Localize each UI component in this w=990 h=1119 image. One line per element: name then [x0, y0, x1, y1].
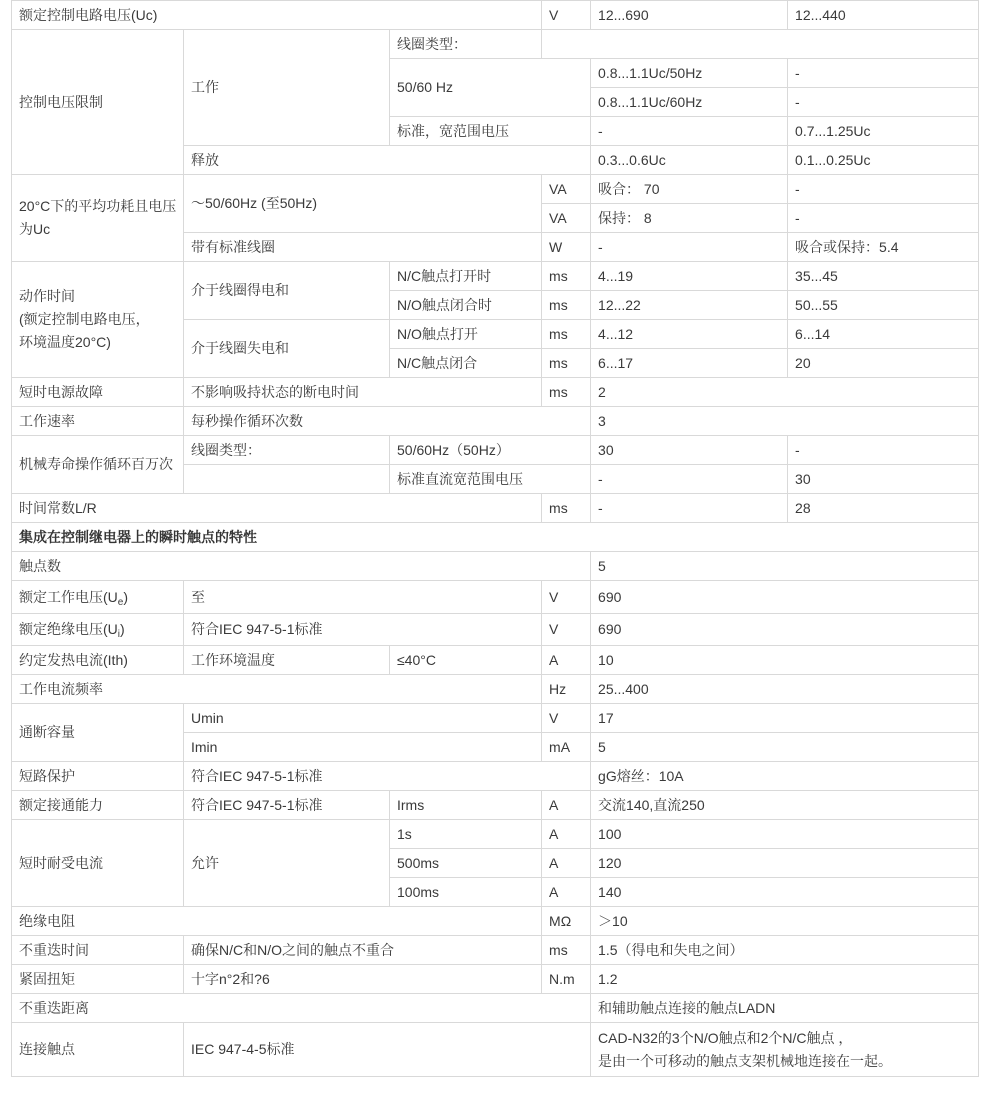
unit-cell: ms — [542, 494, 591, 523]
row-operating-rate — [12, 407, 979, 436]
value-cell: 4...12 — [591, 320, 788, 349]
desc-cell: 至 — [184, 581, 542, 614]
value-cell: 50...55 — [788, 291, 979, 320]
unit-cell: MΩ — [542, 907, 591, 936]
row-tightening-torque — [12, 965, 979, 994]
value-cell: 35...45 — [788, 262, 979, 291]
row-short-time-1s — [12, 820, 979, 849]
unit-cell: A — [542, 820, 591, 849]
desc-cell: 工作环境温度 — [184, 646, 390, 675]
row-non-overlap-distance — [12, 994, 979, 1023]
label-subscript: e — [117, 596, 124, 608]
unit-cell: VA — [542, 175, 591, 204]
desc-cell: 符合IEC 947-5-1标准 — [184, 762, 591, 791]
rated-insulation-voltage-label — [12, 614, 184, 646]
value-cell: 0.7...1.25Uc — [788, 117, 979, 146]
value-cell: 690 — [591, 581, 979, 614]
duration-label: 100ms — [390, 878, 542, 907]
value-cell: 0.8...1.1Uc/50Hz — [591, 59, 788, 88]
value-cell: 140 — [591, 878, 979, 907]
unit-cell: V — [542, 1, 591, 30]
value-cell: 30 — [591, 436, 788, 465]
value-cell: 17 — [591, 704, 979, 733]
unit-cell: ms — [542, 378, 591, 407]
value-cell: 3 — [591, 407, 979, 436]
value-cell: 1.2 — [591, 965, 979, 994]
non-overlap-distance-label: 不重迭距离 — [12, 994, 591, 1023]
desc-cell: 确保N/C和N/O之间的触点不重合 — [184, 936, 542, 965]
avg-power-label: 20°C下的平均功耗且电压为Uc — [12, 175, 184, 262]
unit-cell: ms — [542, 349, 591, 378]
unit-cell: W — [542, 233, 591, 262]
contact-condition-label: N/C触点打开时 — [390, 262, 542, 291]
deenergize-label: 介于线圈失电和 — [184, 320, 390, 378]
value-cell: 12...690 — [591, 1, 788, 30]
param-label: Imin — [184, 733, 542, 762]
value-cell: - — [788, 436, 979, 465]
unit-cell: V — [542, 581, 591, 614]
desc-cell: IEC 947-4-5标准 — [184, 1023, 591, 1077]
label-text: ) — [120, 621, 125, 637]
row-time-constant — [12, 494, 979, 523]
row-mechanical-life-ac — [12, 436, 979, 465]
value-cell: 12...22 — [591, 291, 788, 320]
label-text: 额定工作电压(U — [19, 588, 118, 605]
row-rated-operational-voltage — [12, 581, 979, 614]
label-text: ) — [123, 588, 129, 605]
unit-cell: ms — [542, 320, 591, 349]
tightening-torque-label: 紧固扭矩 — [12, 965, 184, 994]
rated-control-voltage-label: 额定控制电路电压(Uc) — [12, 1, 542, 30]
desc-cell: 符合IEC 947-5-1标准 — [184, 614, 542, 646]
unit-cell: V — [542, 614, 591, 646]
operating-rate-desc: 每秒操作循环次数 — [184, 407, 591, 436]
row-section-header — [12, 523, 979, 552]
section-title: 集成在控制继电器上的瞬时触点的特性 — [12, 523, 979, 552]
power-failure-desc: 不影响吸持状态的断电时间 — [184, 378, 542, 407]
value-cell: 12...440 — [788, 1, 979, 30]
label-subscript: i — [117, 629, 121, 640]
short-time-current-label: 短时耐受电流 — [12, 820, 184, 907]
value-cell: gG熔丝：10A — [591, 762, 979, 791]
row-rated-insulation-voltage — [12, 614, 979, 646]
value-cell: - — [788, 88, 979, 117]
value-cell: - — [591, 117, 788, 146]
value-cell: 30 — [788, 465, 979, 494]
insulation-resistance-label: 绝缘电阻 — [12, 907, 542, 936]
empty-cell — [542, 30, 979, 59]
unit-cell: ms — [542, 291, 591, 320]
thermal-current-label: 约定发热电流(Ith) — [12, 646, 184, 675]
value-cell: - — [591, 494, 788, 523]
value-cell: 25...400 — [591, 675, 979, 704]
value-cell: 和辅助触点连接的触点LADN — [591, 994, 979, 1023]
row-rated-control-voltage — [12, 1, 979, 30]
ac-power-label: ～50/60Hz (至50Hz) — [184, 175, 542, 233]
duration-label: 1s — [390, 820, 542, 849]
contact-condition-label: N/O触点闭合时 — [390, 291, 542, 320]
unit-cell: mA — [542, 733, 591, 762]
power-failure-label: 短时电源故障 — [12, 378, 184, 407]
value-cell: - — [591, 233, 788, 262]
linked-contacts-label: 连接触点 — [12, 1023, 184, 1077]
desc-cell: 符合IEC 947-5-1标准 — [184, 791, 390, 820]
empty-cell — [184, 465, 390, 494]
coil-variant-label: 标准直流宽范围电压 — [390, 465, 591, 494]
value-cell: 20 — [788, 349, 979, 378]
energize-label: 介于线圈得电和 — [184, 262, 390, 320]
row-non-overlap-time — [12, 936, 979, 965]
unit-cell: VA — [542, 204, 591, 233]
desc-cell: 允许 — [184, 820, 390, 907]
row-contact-count — [12, 552, 979, 581]
value-cell: 吸合： 70 — [591, 175, 788, 204]
value-cell: 5 — [591, 733, 979, 762]
unit-cell: N.m — [542, 965, 591, 994]
row-breaking-umin — [12, 704, 979, 733]
contact-count-label: 触点数 — [12, 552, 591, 581]
short-circuit-protection-label: 短路保护 — [12, 762, 184, 791]
contact-condition-label: N/O触点打开 — [390, 320, 542, 349]
unit-cell: A — [542, 878, 591, 907]
row-coil-type — [12, 30, 979, 59]
mechanical-life-label: 机械寿命操作循环百万次 — [12, 436, 184, 494]
operating-time-label: 动作时间 (额定控制电路电压， 环境温度20°C) — [12, 262, 184, 378]
value-cell: 690 — [591, 614, 979, 646]
unit-cell: A — [542, 791, 591, 820]
unit-cell: A — [542, 849, 591, 878]
wide-range-label: 标准，宽范围电压 — [390, 117, 591, 146]
label-text: 额定绝缘电压(U — [19, 621, 118, 637]
value-cell: 100 — [591, 820, 979, 849]
rated-operational-voltage-label — [12, 581, 184, 614]
value-cell: 4...19 — [591, 262, 788, 291]
value-cell: ＞10 — [591, 907, 979, 936]
value-cell: 交流140,直流250 — [591, 791, 979, 820]
value-cell: 1.5（得电和失电之间） — [591, 936, 979, 965]
operating-rate-label: 工作速率 — [12, 407, 184, 436]
breaking-capacity-label: 通断容量 — [12, 704, 184, 762]
value-cell: 0.8...1.1Uc/60Hz — [591, 88, 788, 117]
value-cell: 2 — [591, 378, 979, 407]
value-cell: 6...17 — [591, 349, 788, 378]
value-cell: - — [591, 465, 788, 494]
row-making-capacity — [12, 791, 979, 820]
duration-label: 500ms — [390, 849, 542, 878]
coil-type-label: 线圈类型： — [390, 30, 542, 59]
param-label: Umin — [184, 704, 542, 733]
control-voltage-limits-label: 控制电压限制 — [12, 30, 184, 175]
value-cell: 5 — [591, 552, 979, 581]
row-insulation-resistance — [12, 907, 979, 936]
row-linked-contacts — [12, 1023, 979, 1077]
unit-cell: ms — [542, 262, 591, 291]
row-power-failure — [12, 378, 979, 407]
condition-cell: ≤40°C — [390, 646, 542, 675]
standard-coil-label: 带有标准线圈 — [184, 233, 542, 262]
ac-frequency-label: 50/60 Hz — [390, 59, 591, 117]
time-constant-label: 时间常数L/R — [12, 494, 542, 523]
making-capacity-label: 额定接通能力 — [12, 791, 184, 820]
value-cell: CAD-N32的3个N/O触点和2个N/C触点 ， 是由一个可移动的触点支架机械地连接在一起。 — [591, 1023, 979, 1077]
row-thermal-current — [12, 646, 979, 675]
value-cell: 0.3...0.6Uc — [591, 146, 788, 175]
operating-label: 工作 — [184, 30, 390, 146]
unit-cell: V — [542, 704, 591, 733]
row-short-circuit-protection — [12, 762, 979, 791]
value-cell: 28 — [788, 494, 979, 523]
unit-cell: A — [542, 646, 591, 675]
value-cell: 120 — [591, 849, 979, 878]
frequency-label: 工作电流频率 — [12, 675, 542, 704]
coil-type-label: 线圈类型： — [184, 436, 390, 465]
contact-condition-label: N/C触点闭合 — [390, 349, 542, 378]
non-overlap-time-label: 不重迭时间 — [12, 936, 184, 965]
row-power-pickup — [12, 175, 979, 204]
coil-variant-label: 50/60Hz（50Hz） — [390, 436, 591, 465]
value-cell: 吸合或保持：5.4 — [788, 233, 979, 262]
value-cell: - — [788, 204, 979, 233]
value-cell: 6...14 — [788, 320, 979, 349]
spec-table — [11, 0, 979, 1077]
unit-cell: Hz — [542, 675, 591, 704]
release-label: 释放 — [184, 146, 591, 175]
row-nc-open — [12, 262, 979, 291]
value-cell: - — [788, 59, 979, 88]
condition-cell: Irms — [390, 791, 542, 820]
unit-cell: ms — [542, 936, 591, 965]
value-cell: 保持： 8 — [591, 204, 788, 233]
value-cell: 0.1...0.25Uc — [788, 146, 979, 175]
value-cell: 10 — [591, 646, 979, 675]
row-frequency — [12, 675, 979, 704]
desc-cell: 十字n°2和?6 — [184, 965, 542, 994]
value-cell: - — [788, 175, 979, 204]
